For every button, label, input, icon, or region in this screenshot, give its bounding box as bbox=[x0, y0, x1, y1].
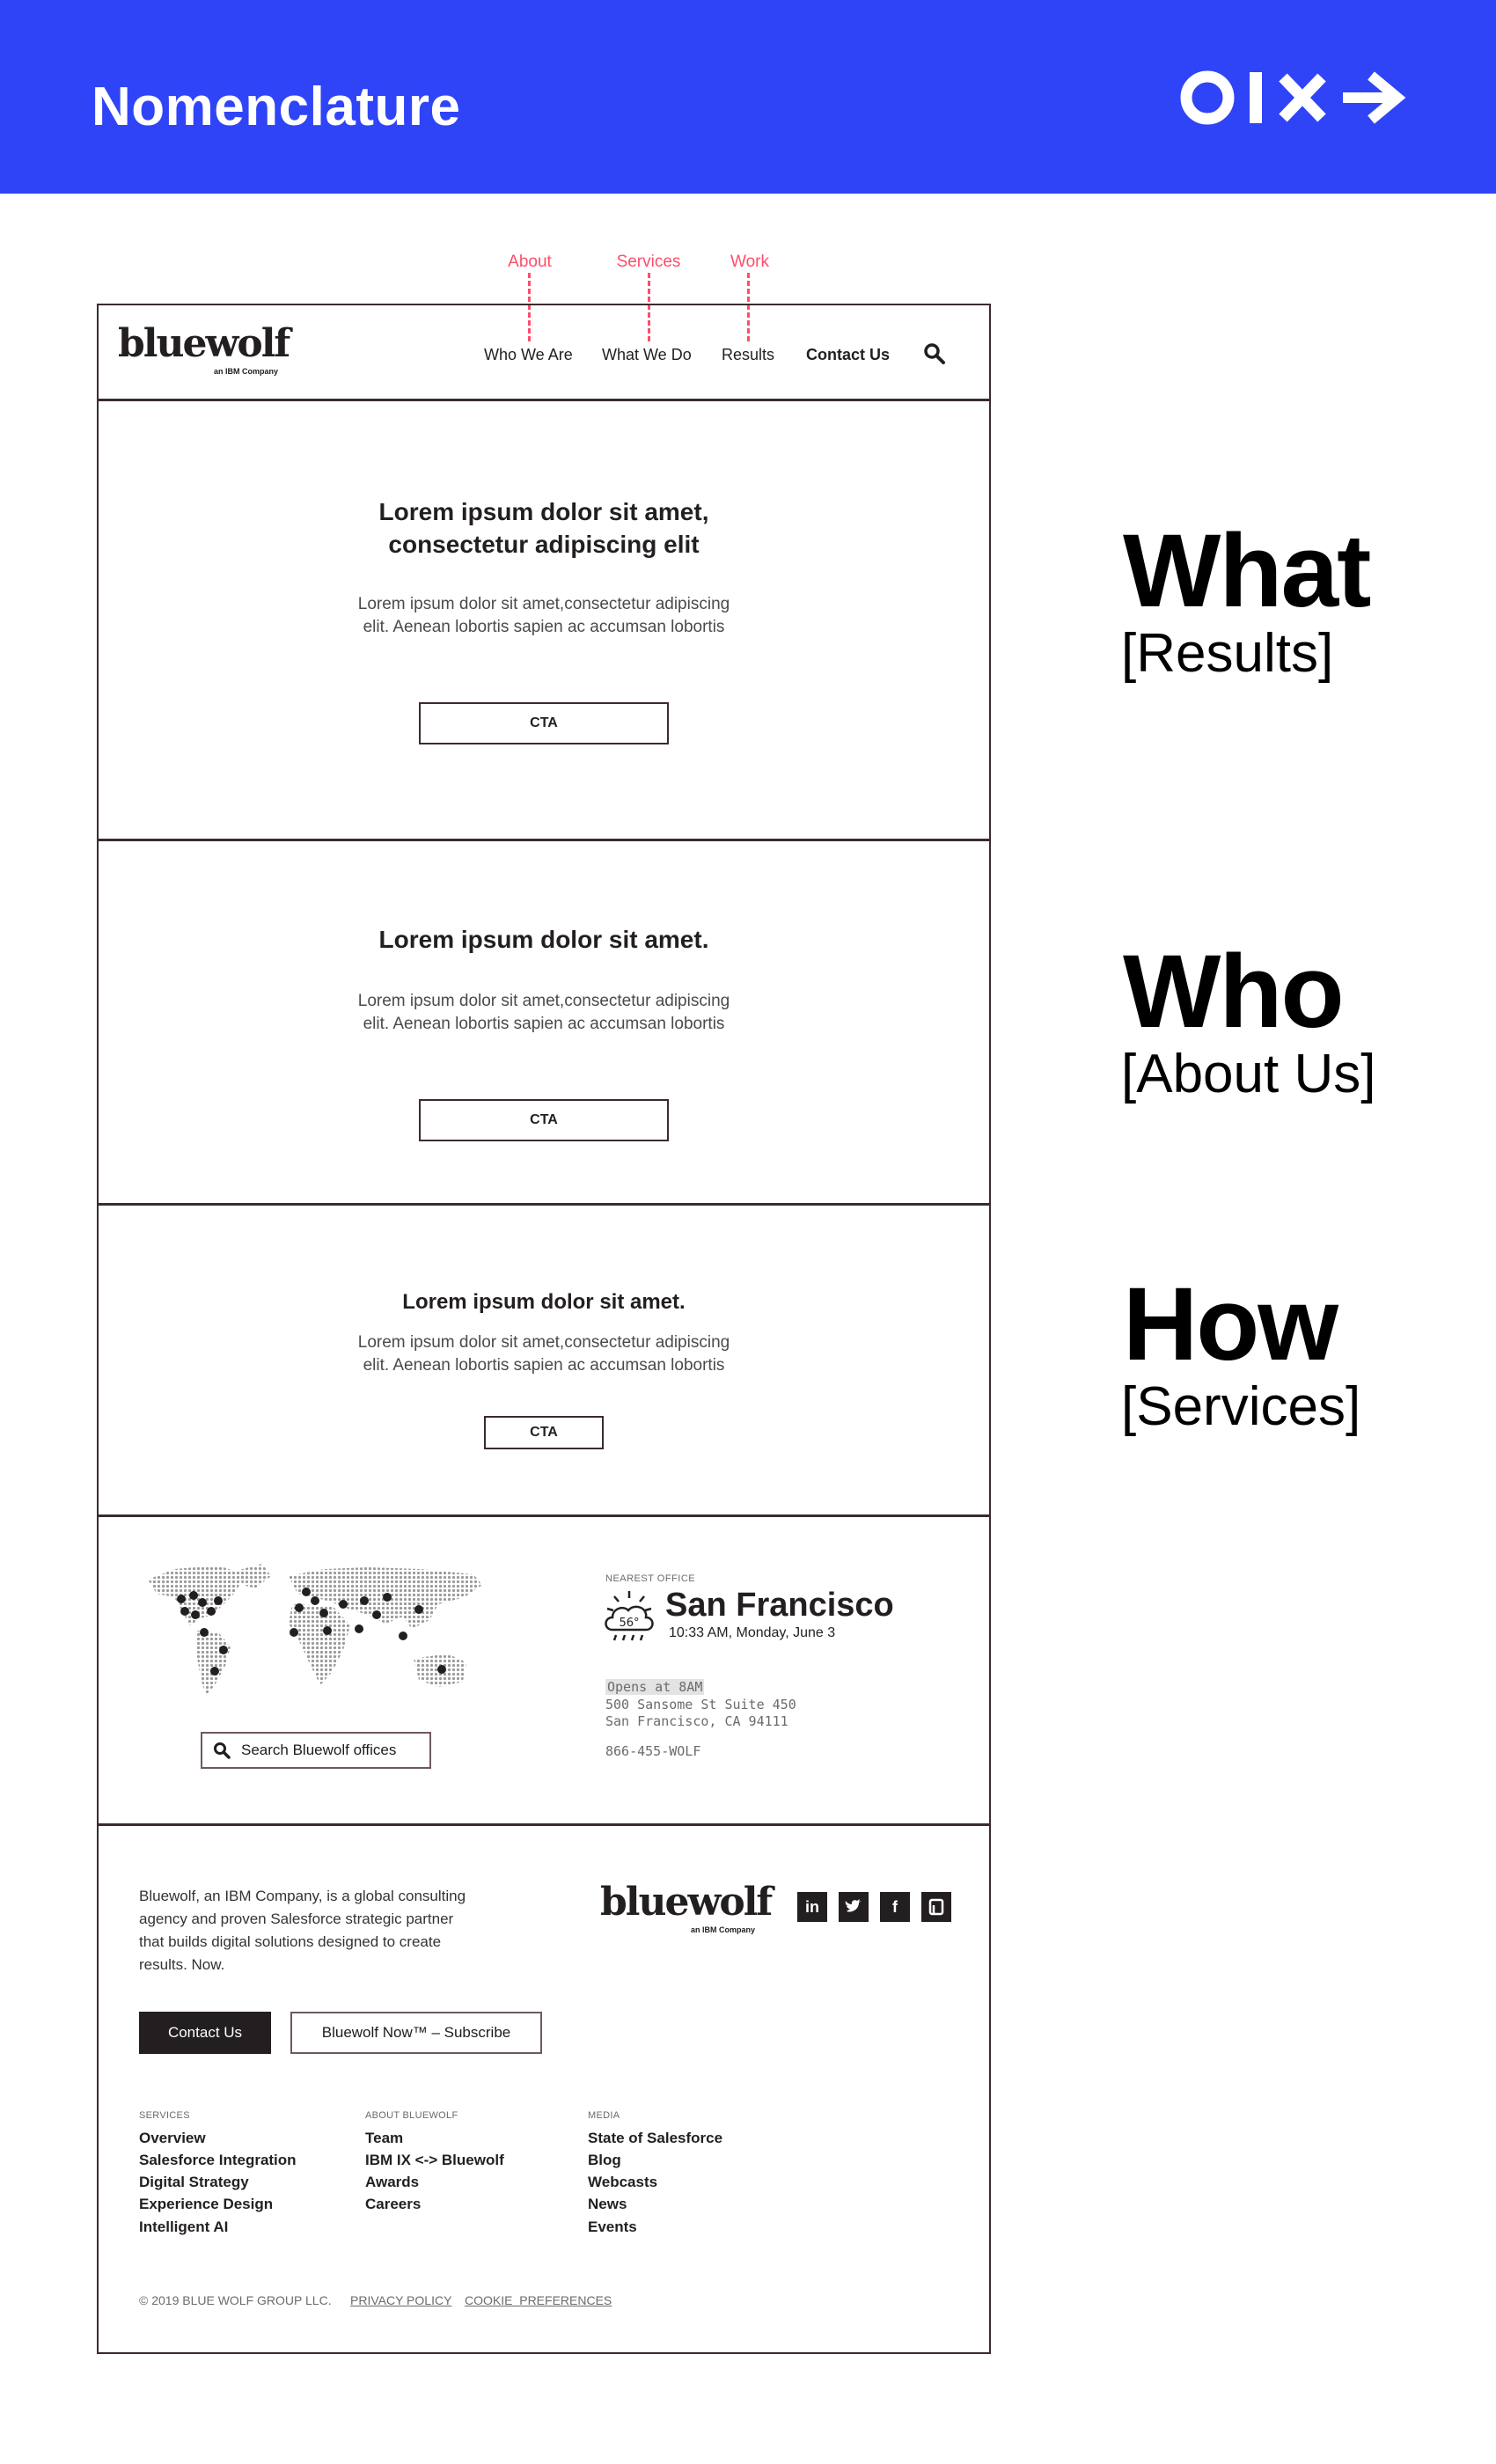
brand-logo bbox=[1176, 65, 1413, 130]
section-3-title: Lorem ipsum dolor sit amet. bbox=[402, 1290, 686, 1314]
nav-contact-us[interactable]: Contact Us bbox=[806, 346, 891, 363]
search-offices-button[interactable] bbox=[201, 1732, 431, 1769]
nearest-office-label: NEAREST OFFICE bbox=[605, 1573, 696, 1584]
label-services: [Services] bbox=[1121, 1376, 1361, 1437]
footer-link-team[interactable]: Team bbox=[365, 2130, 404, 2146]
annotation-services: Services bbox=[616, 253, 681, 271]
nav-results[interactable]: Results bbox=[722, 346, 775, 363]
divider bbox=[99, 839, 989, 841]
annotation-about: About bbox=[508, 253, 552, 271]
site-logo-sub: an IBM Company bbox=[213, 367, 278, 376]
office-phone[interactable]: 866-455-WOLF bbox=[605, 1743, 701, 1759]
twitter-bird-icon bbox=[845, 1899, 862, 1915]
section-1-title bbox=[99, 495, 989, 561]
footer-link-intelligent-ai[interactable]: Intelligent AI bbox=[139, 2218, 229, 2235]
section-3-body-line1: Lorem ipsum dolor sit amet,consectetur adipiscing bbox=[357, 1333, 730, 1352]
office-city: San Francisco bbox=[665, 1587, 894, 1624]
footer-link-awards[interactable]: Awards bbox=[365, 2174, 420, 2190]
divider bbox=[99, 1514, 989, 1517]
section-2-cta-button[interactable]: CTA bbox=[419, 1099, 669, 1141]
footer-logo-word: bluewolf bbox=[600, 1880, 772, 1925]
header-banner bbox=[0, 0, 1496, 194]
footer-link-careers[interactable]: Careers bbox=[365, 2196, 422, 2212]
footer-link-news[interactable]: News bbox=[588, 2196, 627, 2212]
search-icon[interactable] bbox=[923, 342, 946, 365]
temperature: 56° bbox=[619, 1617, 640, 1630]
section-3-body bbox=[99, 1331, 989, 1377]
search-icon bbox=[213, 1742, 231, 1759]
section-2-body-line2: elit. Aenean lobortis sapien ac accumsan lobortis bbox=[363, 1015, 725, 1033]
section-1-body-line1: Lorem ipsum dolor sit amet,consectetur adipiscing bbox=[357, 595, 730, 613]
footer-link-salesforce-integration[interactable]: Salesforce Integration bbox=[139, 2152, 297, 2168]
footer-description-line: Bluewolf, an IBM Company, is a global consulting bbox=[139, 1888, 466, 1904]
footer-col-about-heading: ABOUT BLUEWOLF bbox=[365, 2110, 458, 2121]
office-local-time: 10:33 AM, Monday, June 3 bbox=[669, 1625, 836, 1640]
section-3-cta-button[interactable]: CTA bbox=[484, 1416, 604, 1449]
label-what: What bbox=[1123, 513, 1370, 629]
label-who: Who bbox=[1123, 934, 1343, 1050]
footer-subscribe-button[interactable]: Bluewolf Now™ – Subscribe bbox=[290, 2012, 542, 2054]
footer-description-line: that builds digital solutions designed to create bbox=[139, 1933, 442, 1950]
site-logo-word: bluewolf bbox=[118, 321, 290, 366]
footer-logo-sub: an IBM Company bbox=[690, 1925, 755, 1934]
footer-link-digital-strategy[interactable]: Digital Strategy bbox=[139, 2174, 249, 2190]
footer-col-services-heading: SERVICES bbox=[139, 2110, 190, 2121]
footer-link-experience-design[interactable]: Experience Design bbox=[139, 2196, 274, 2212]
footer-description bbox=[139, 1885, 500, 1976]
office-address-line2: San Francisco, CA 94111 bbox=[605, 1713, 788, 1729]
weather-cloud-rain-icon bbox=[602, 1589, 656, 1647]
office-address-line1: 500 Sansome St Suite 450 bbox=[605, 1697, 796, 1712]
divider bbox=[99, 399, 989, 401]
footer-link-state-of-salesforce[interactable]: State of Salesforce bbox=[588, 2130, 723, 2146]
section-1-cta-button[interactable]: CTA bbox=[419, 702, 669, 744]
world-map[interactable] bbox=[139, 1562, 491, 1703]
privacy-policy-link[interactable]: PRIVACY POLICY bbox=[350, 2293, 452, 2307]
label-how: How bbox=[1123, 1266, 1338, 1382]
section-1-title-line2: consectetur adipiscing elit bbox=[388, 531, 700, 558]
section-1-body bbox=[99, 593, 989, 639]
section-2-body-line1: Lorem ipsum dolor sit amet,consectetur adipiscing bbox=[357, 992, 730, 1010]
label-results: [Results] bbox=[1121, 623, 1334, 684]
divider bbox=[99, 1203, 989, 1206]
section-1-body-line2: elit. Aenean lobortis sapien ac accumsan lobortis bbox=[363, 618, 725, 636]
instagram-glyph-icon bbox=[928, 1898, 944, 1916]
copyright: © 2019 BLUE WOLF GROUP LLC. bbox=[139, 2293, 332, 2307]
section-3-body-line2: elit. Aenean lobortis sapien ac accumsan lobortis bbox=[363, 1356, 725, 1375]
footer-contact-button[interactable]: Contact Us bbox=[139, 2012, 271, 2054]
section-2-body bbox=[99, 990, 989, 1036]
section-2-title: Lorem ipsum dolor sit amet. bbox=[378, 926, 709, 953]
label-about-us: [About Us] bbox=[1121, 1044, 1376, 1104]
footer-logo[interactable] bbox=[600, 1880, 772, 1936]
facebook-icon[interactable]: f bbox=[880, 1892, 910, 1922]
footer-link-ibm-ix[interactable]: IBM IX <-> Bluewolf bbox=[365, 2152, 504, 2168]
section-1-title-line1: Lorem ipsum dolor sit amet, bbox=[378, 498, 709, 525]
footer-link-events[interactable]: Events bbox=[588, 2218, 637, 2235]
footer-link-overview[interactable]: Overview bbox=[139, 2130, 206, 2146]
nav-who-we-are[interactable]: Who We Are bbox=[484, 346, 573, 363]
footer-description-line: agency and proven Salesforce strategic partner bbox=[139, 1910, 454, 1927]
footer-description-line: results. Now. bbox=[139, 1956, 225, 1973]
nav-what-we-do[interactable]: What We Do bbox=[602, 346, 692, 363]
cookie-preferences-link[interactable]: COOKIE PREFERENCES bbox=[465, 2293, 612, 2307]
linkedin-icon[interactable]: in bbox=[797, 1892, 827, 1922]
footer-col-media-heading: MEDIA bbox=[588, 2110, 620, 2121]
office-opens: Opens at 8AM bbox=[607, 1679, 703, 1695]
divider bbox=[99, 1823, 989, 1826]
site-logo[interactable] bbox=[118, 321, 290, 378]
search-offices-label: Search Bluewolf offices bbox=[241, 1742, 397, 1758]
annotation-work: Work bbox=[730, 253, 769, 271]
twitter-icon[interactable] bbox=[839, 1892, 869, 1922]
footer-link-webcasts[interactable]: Webcasts bbox=[588, 2174, 658, 2190]
page-title: Nomenclature bbox=[92, 77, 461, 137]
instagram-icon[interactable] bbox=[921, 1892, 951, 1922]
footer-link-blog[interactable]: Blog bbox=[588, 2152, 621, 2168]
